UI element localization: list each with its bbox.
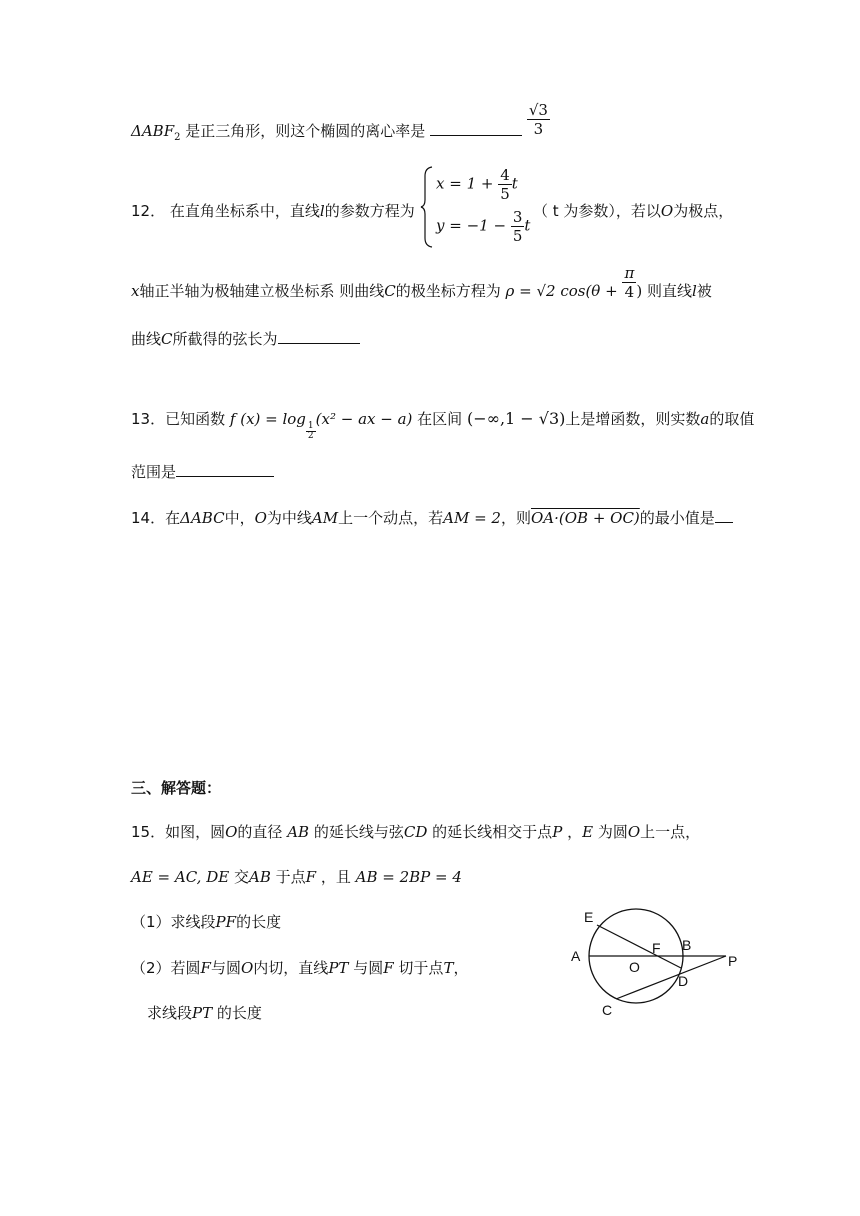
q14-text: ，则 <box>500 509 531 527</box>
curve-c: C <box>161 330 173 348</box>
interval: (−∞,1 − √3) <box>466 409 566 428</box>
circle-figure <box>566 900 746 1020</box>
q13-text: 的取值 <box>709 410 755 428</box>
q15-text: 的延长线与弦 <box>313 823 404 841</box>
question-number: 12． <box>131 202 166 220</box>
q13-line2 <box>131 461 274 482</box>
q15-text: 的长度 <box>216 1004 262 1022</box>
question-number: 13． <box>131 410 166 428</box>
q14-text: 上一个动点，若 <box>338 509 444 527</box>
q13-text: 范围是 <box>131 463 177 481</box>
q15-text: 与圆 <box>353 959 384 977</box>
eq-text: x = 1 + <box>436 174 494 193</box>
answer-fraction <box>527 101 550 138</box>
segment-ab: AB <box>287 823 310 841</box>
param-eq-1 <box>436 166 518 203</box>
log-argument: (x² − ax − a) <box>315 410 413 428</box>
frac-3-5 <box>511 208 525 245</box>
line-l: l <box>691 282 697 300</box>
line-l: l <box>319 202 325 220</box>
q14-line <box>131 507 733 528</box>
log-base <box>306 422 316 441</box>
q12-text: 的极坐标方程为 <box>395 282 501 300</box>
label-o: O <box>629 959 640 975</box>
segment-cd: CD <box>403 823 428 841</box>
fraction-numerator: √3 <box>528 101 548 119</box>
q14-text: 在 <box>165 509 181 527</box>
answer-blank <box>430 121 522 136</box>
segment-pt: PT <box>328 959 349 977</box>
q15-text: （1）求线段 <box>131 913 216 931</box>
condition: AE = AC, DE <box>131 868 230 886</box>
q14-text: 中， <box>224 509 255 527</box>
answer-blank <box>176 462 274 477</box>
q11-tail-line <box>131 101 550 143</box>
q15-text: 切于点 <box>398 959 444 977</box>
label-d: D <box>678 973 689 989</box>
point-t: T <box>443 959 454 977</box>
fraction-denominator: 5 <box>512 227 523 245</box>
point-e: E <box>582 823 594 841</box>
fraction-denominator: 2 <box>307 431 314 441</box>
paren: ) <box>636 282 643 300</box>
q15-part2-line2 <box>147 1002 262 1023</box>
q15-text: ，且 <box>320 868 351 886</box>
q15-text: 与圆 <box>210 959 241 977</box>
segment-ab: AB <box>248 868 271 886</box>
label-a: A <box>571 948 581 964</box>
segment-am: AM <box>311 509 339 527</box>
fraction-denominator: 4 <box>624 283 635 301</box>
eq-text: y = −1 − <box>436 216 507 235</box>
fraction-numerator: π <box>624 264 635 282</box>
fraction-denominator: 5 <box>500 185 510 203</box>
q12-text: 为极点， <box>673 202 734 220</box>
var-t: t <box>511 174 518 193</box>
var-x: x <box>131 282 140 300</box>
q15-text: 求线段 <box>147 1004 193 1022</box>
point-f: F <box>305 868 317 886</box>
answer-blank <box>715 508 733 523</box>
point-p: P <box>552 823 563 841</box>
q13-text: 上是增函数，则实数 <box>565 410 701 428</box>
label-c: C <box>602 1002 613 1018</box>
label-f: F <box>652 940 661 956</box>
label-e: E <box>584 909 594 925</box>
q12-text: 则直线 <box>646 282 692 300</box>
q15-text: （2）若圆 <box>131 959 201 977</box>
fraction-numerator: 3 <box>512 208 523 226</box>
segment-pf: PF <box>215 913 237 931</box>
q12-text: 轴正半轴为极轴建立极坐标系 则曲线 <box>139 282 385 300</box>
point-o: O <box>254 509 267 527</box>
curve-c: C <box>384 282 396 300</box>
condition: AM = 2 <box>443 509 501 527</box>
brace <box>420 166 434 248</box>
q14-text: 为中线 <box>266 509 312 527</box>
fraction-denominator: 3 <box>533 120 544 138</box>
point-f: F <box>383 959 394 977</box>
triangle-abf2: ΔABF <box>131 122 175 140</box>
q12-line1-right <box>533 200 733 221</box>
q13-text: 在区间 <box>417 410 463 428</box>
question-number: 15． <box>131 823 166 841</box>
point-o: O <box>627 823 641 841</box>
frac-pi-4 <box>622 264 636 301</box>
q12-text: 在直角坐标系中，直线 <box>169 202 320 220</box>
point-o: O <box>660 202 674 220</box>
fraction-numerator: 4 <box>500 166 510 184</box>
q12-text: 曲线 <box>131 330 162 348</box>
vector-expression: OA·(OB + OC) <box>530 509 640 527</box>
q14-text: 的最小值是 <box>639 509 715 527</box>
q15-text: 的长度 <box>236 913 282 931</box>
frac-4-5 <box>498 166 512 203</box>
point-f: F <box>200 959 211 977</box>
q15-text: 交 <box>233 868 249 886</box>
q12-text: 所截得的弦长为 <box>172 330 278 348</box>
q15-text: 的延长线相交于点 <box>432 823 553 841</box>
q15-part1 <box>131 911 281 932</box>
q15-text: ， <box>453 959 469 977</box>
triangle-abc: ΔABC <box>180 509 225 527</box>
q12-text: （ t 为参数），若以 <box>533 202 661 220</box>
q13-text: 已知函数 <box>165 410 226 428</box>
polar-equation: ρ = √2 cos(θ + <box>505 282 618 300</box>
q11-text: 是正三角形，则这个椭圆的离心率是 <box>185 122 426 140</box>
var-a: a <box>700 410 710 428</box>
answer-blank <box>278 329 360 344</box>
equation: AB = 2BP = 4 <box>355 868 462 886</box>
q15-text: 为圆 <box>597 823 628 841</box>
q15-text: 于点 <box>275 868 306 886</box>
q12-text: 的参数方程为 <box>324 202 415 220</box>
point-o: O <box>240 959 254 977</box>
q12-line3 <box>131 328 360 349</box>
q15-text: 的直径 <box>237 823 283 841</box>
function-f: f (x) = log <box>229 410 306 428</box>
q15-line1 <box>131 821 700 842</box>
q15-text: 内切，直线 <box>253 959 329 977</box>
question-number: 14． <box>131 509 166 527</box>
point-o: O <box>225 823 238 841</box>
label-b: B <box>682 937 692 953</box>
var-t: t <box>524 216 531 235</box>
fraction-numerator: 1 <box>307 421 314 431</box>
q15-text: ， <box>567 823 583 841</box>
subscript: 2 <box>174 132 181 143</box>
q13-line1 <box>131 408 754 441</box>
segment-pt: PT <box>192 1004 213 1022</box>
label-p: P <box>728 953 738 969</box>
q12-line2 <box>131 264 712 301</box>
q15-text: 上一点， <box>640 823 701 841</box>
q12-line1-left <box>131 200 415 221</box>
q15-line2 <box>131 866 462 887</box>
q15-part2 <box>131 957 468 978</box>
section-title: 三、解答题： <box>131 779 222 797</box>
q12-text: 被 <box>696 282 712 300</box>
q15-text: 如图，圆 <box>165 823 226 841</box>
param-eq-2 <box>436 208 530 245</box>
